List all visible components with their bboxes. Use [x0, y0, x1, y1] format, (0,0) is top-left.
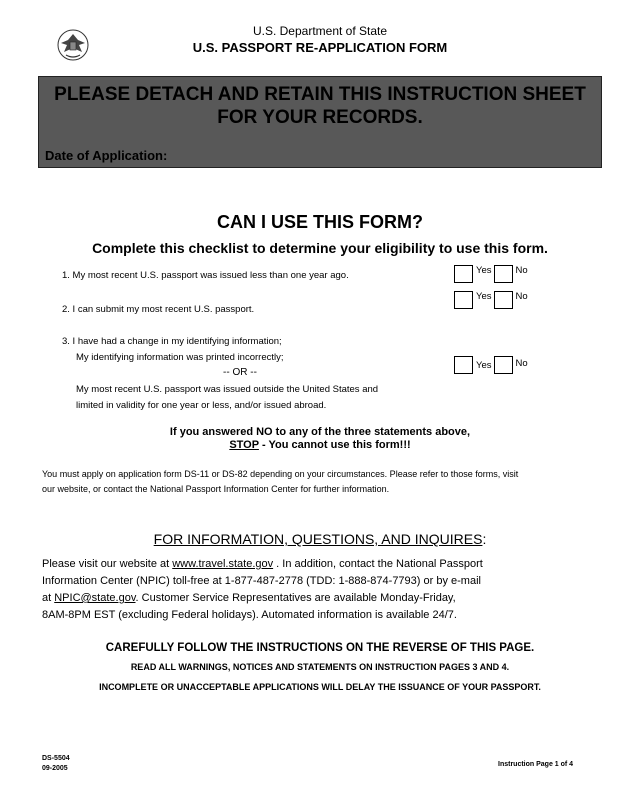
q3-no-checkbox[interactable] — [494, 356, 513, 374]
question-1: 1. My most recent U.S. passport was issued less than one year ago. — [62, 270, 349, 281]
info-line3-pre: at — [42, 592, 55, 604]
info-line3 — [42, 590, 598, 607]
info-line1-pre: Please visit our website at — [42, 558, 173, 570]
question-3-line1: 3. I have had a change in my identifying information; — [62, 336, 282, 347]
email-link[interactable]: NPIC@state.gov — [54, 592, 136, 604]
banner-title — [39, 83, 601, 129]
closing-line1: CAREFULLY FOLLOW THE INSTRUCTIONS ON THE REVERSE OF THIS PAGE. — [105, 642, 535, 654]
question-3-answer — [454, 356, 530, 374]
website-link[interactable]: www.travel.state.gov — [172, 558, 274, 570]
closing-line3: INCOMPLETE OR UNACCEPTABLE APPLICATIONS WILL DELAY THE ISSUANCE OF YOUR PASSPORT. — [99, 682, 541, 692]
q2-no-checkbox[interactable] — [494, 291, 513, 309]
q1-yes-label: Yes — [476, 265, 492, 276]
form-id — [42, 754, 70, 774]
warning-line2 — [0, 439, 640, 451]
department-name: U.S. Department of State — [252, 24, 388, 38]
info-line1 — [42, 556, 598, 573]
q1-yes-checkbox[interactable] — [454, 265, 473, 283]
question-2-answer — [454, 291, 530, 309]
q1-no-label: No — [515, 265, 528, 276]
info-paragraph — [42, 556, 598, 624]
info-line2: Information Center (NPIC) toll-free at 1-877-487-2778 (TDD: 1-888-874-7793) or by e-mail — [42, 575, 481, 587]
question-3-line2: My identifying information was printed incorrectly; — [76, 352, 284, 363]
form-number: DS-5504 — [42, 755, 70, 762]
question-3-line4: limited in validity for one year or less, and/or issued abroad. — [76, 400, 327, 411]
info-heading — [0, 531, 640, 547]
info-line3-post: . Customer Service Representatives are available Monday-Friday, — [135, 592, 456, 604]
q1-no-checkbox[interactable] — [494, 265, 513, 283]
question-1-answer — [454, 265, 530, 283]
info-heading-colon: : — [482, 531, 487, 547]
q3-yes-checkbox[interactable] — [454, 356, 473, 374]
form-title: U.S. PASSPORT RE-APPLICATION FORM — [192, 40, 448, 55]
warning-line1: If you answered NO to any of the three statements above, — [169, 426, 471, 438]
question-2: 2. I can submit my most recent U.S. passport. — [62, 304, 255, 315]
question-3-or: -- OR -- — [223, 367, 257, 378]
q2-yes-checkbox[interactable] — [454, 291, 473, 309]
page-number: Instruction Page 1 of 4 — [498, 761, 574, 768]
info-line1-post: . In addition, contact the National Passport — [273, 558, 483, 570]
apply-instructions — [42, 467, 602, 497]
instruction-banner — [38, 76, 602, 168]
apply-line2: our website, or contact the National Passport Information Center for further information. — [42, 484, 390, 494]
q3-no-label: No — [515, 358, 528, 369]
apply-line1: You must apply on application form DS-11 or DS-82 depending on your circumstances. Please refer to those forms, visit — [42, 469, 519, 479]
q3-yes-label: Yes — [476, 360, 492, 371]
form-date: 09-2005 — [42, 765, 68, 772]
banner-title-line2: FOR YOUR RECORDS. — [217, 107, 423, 128]
warning-rest: - You cannot use this form!!! — [258, 439, 411, 451]
info-line4: 8AM-8PM EST (excluding Federal holidays). Automated information is available 24/7. — [42, 609, 457, 621]
date-of-application-label: Date of Application: — [45, 148, 168, 163]
q2-yes-label: Yes — [476, 291, 492, 302]
checklist-heading: CAN I USE THIS FORM? — [217, 212, 423, 232]
checklist-subheading: Complete this checklist to determine your eligibility to use this form. — [92, 240, 548, 256]
stop-word: STOP — [229, 439, 259, 451]
question-3-line3: My most recent U.S. passport was issued outside the United States and — [76, 384, 379, 395]
closing-line2: READ ALL WARNINGS, NOTICES AND STATEMENTS ON INSTRUCTION PAGES 3 AND 4. — [130, 662, 510, 672]
info-heading-text: FOR INFORMATION, QUESTIONS, AND INQUIRES — [153, 531, 483, 547]
banner-title-line1: PLEASE DETACH AND RETAIN THIS INSTRUCTION SHEET — [54, 84, 586, 105]
q2-no-label: No — [515, 291, 528, 302]
